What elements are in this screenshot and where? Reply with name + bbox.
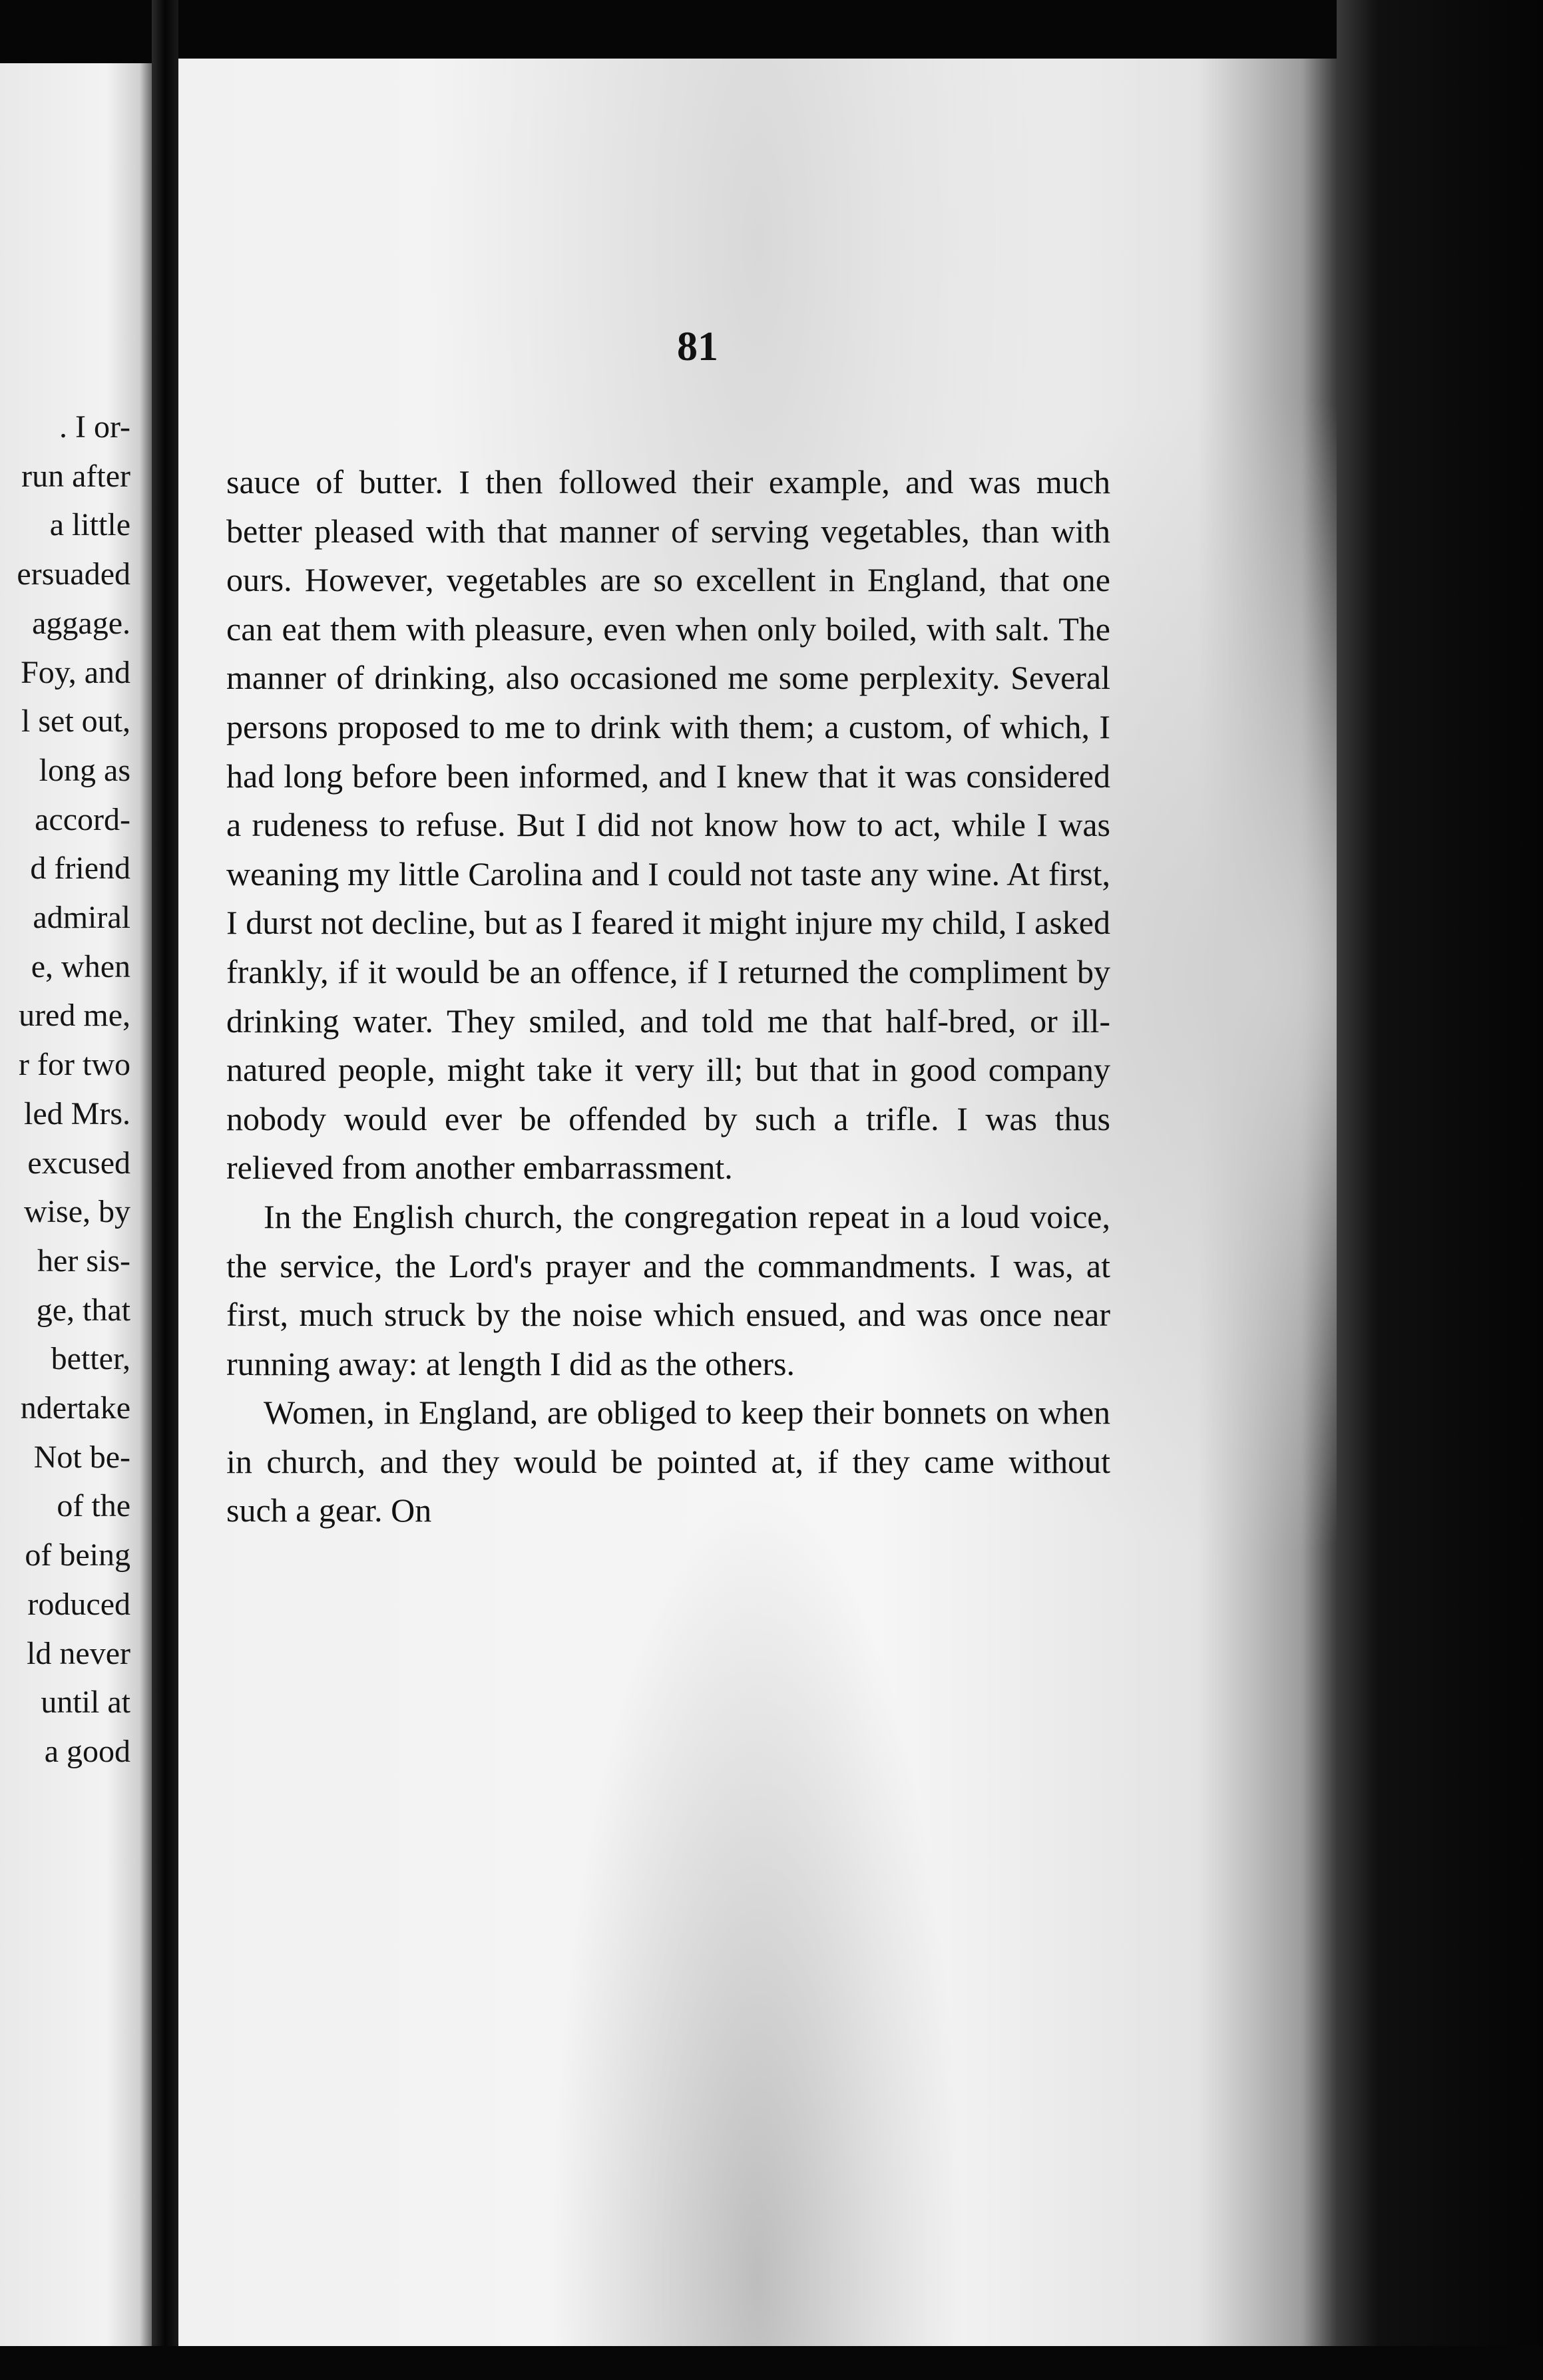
previous-page-line: better, <box>51 1341 130 1377</box>
previous-page-line: ndertake <box>20 1390 130 1426</box>
previous-page-line: run after <box>21 458 130 494</box>
previous-page-line: r for two <box>19 1047 130 1083</box>
previous-page-line: Not be- <box>33 1439 130 1475</box>
previous-page-line: wise, by <box>24 1194 130 1230</box>
page-body <box>226 458 1110 1535</box>
previous-page-line: ured me, <box>19 998 130 1034</box>
book-page <box>178 59 1337 2348</box>
previous-page-line: e, when <box>31 948 130 984</box>
scan-right-border <box>1337 0 1543 2380</box>
previous-page-line: ld never <box>27 1635 130 1671</box>
previous-page-line: roduced <box>27 1586 130 1622</box>
previous-page-line: of the <box>57 1488 130 1524</box>
scan-top-border <box>0 0 1543 63</box>
previous-page-line: accord- <box>35 801 130 837</box>
previous-page-line: aggage. <box>32 605 130 641</box>
paragraph: sauce of butter. I then followed their example, and was much better pleased with that manner of serving vegetables, than with ours. However, vegetables are so excellent in England, that one can eat them with pleasure, even when only boiled, with salt. The manner of drinking, also occasioned me some perplexity. Several persons proposed to me to drink with them; a custom, of which, I had long before been informed, and I knew that it was considered a rudeness to refuse. But I did not know how to act, while I was weaning my little Carolina and I could not taste any wine. At first, I durst not decline, but as I feared it might injure my child, I asked frankly, if it would be an offence, if I returned the compliment by drinking water. They smiled, and told me that half-bred, or ill-natured people, might take it very ill; but that in good company nobody would ever be offended by such a trifle. I was thus relieved from another embarrassment. <box>226 463 1110 1187</box>
previous-page-line: long as <box>39 752 130 788</box>
previous-page-line: her sis- <box>37 1243 130 1279</box>
book-gutter <box>152 0 178 2380</box>
previous-page-line: a little <box>49 507 130 543</box>
previous-page-line: ge, that <box>36 1292 130 1328</box>
paragraph: Women, in England, are obliged to keep their bonnets on when in church, and they would be pointed at, if they came without such a gear. On <box>226 1394 1110 1529</box>
previous-page-line: ersuaded <box>17 556 130 592</box>
previous-page-line: led Mrs. <box>24 1095 130 1131</box>
scan-bottom-border <box>0 2346 1543 2380</box>
previous-page-line: admiral <box>33 900 130 936</box>
previous-page-line: of being <box>25 1537 130 1573</box>
previous-page-line: until at <box>41 1685 130 1720</box>
previous-page-line: excused <box>27 1145 130 1181</box>
previous-page-line: Foy, and <box>21 654 130 690</box>
page-number: 81 <box>677 324 718 369</box>
previous-page-line: . I or- <box>59 409 130 445</box>
previous-page-line: d friend <box>30 851 130 887</box>
paragraph: In the English church, the congregation repeat in a loud voice, the service, the Lord's prayer and the commandments. I was, at first, much struck by the noise which ensued, and was once near running away: at length I did as the others. <box>226 1197 1110 1382</box>
previous-page-line: a good <box>44 1733 130 1769</box>
previous-page-line: l set out, <box>21 703 130 739</box>
previous-page-text <box>0 403 130 1776</box>
previous-page-edge <box>0 63 152 2346</box>
